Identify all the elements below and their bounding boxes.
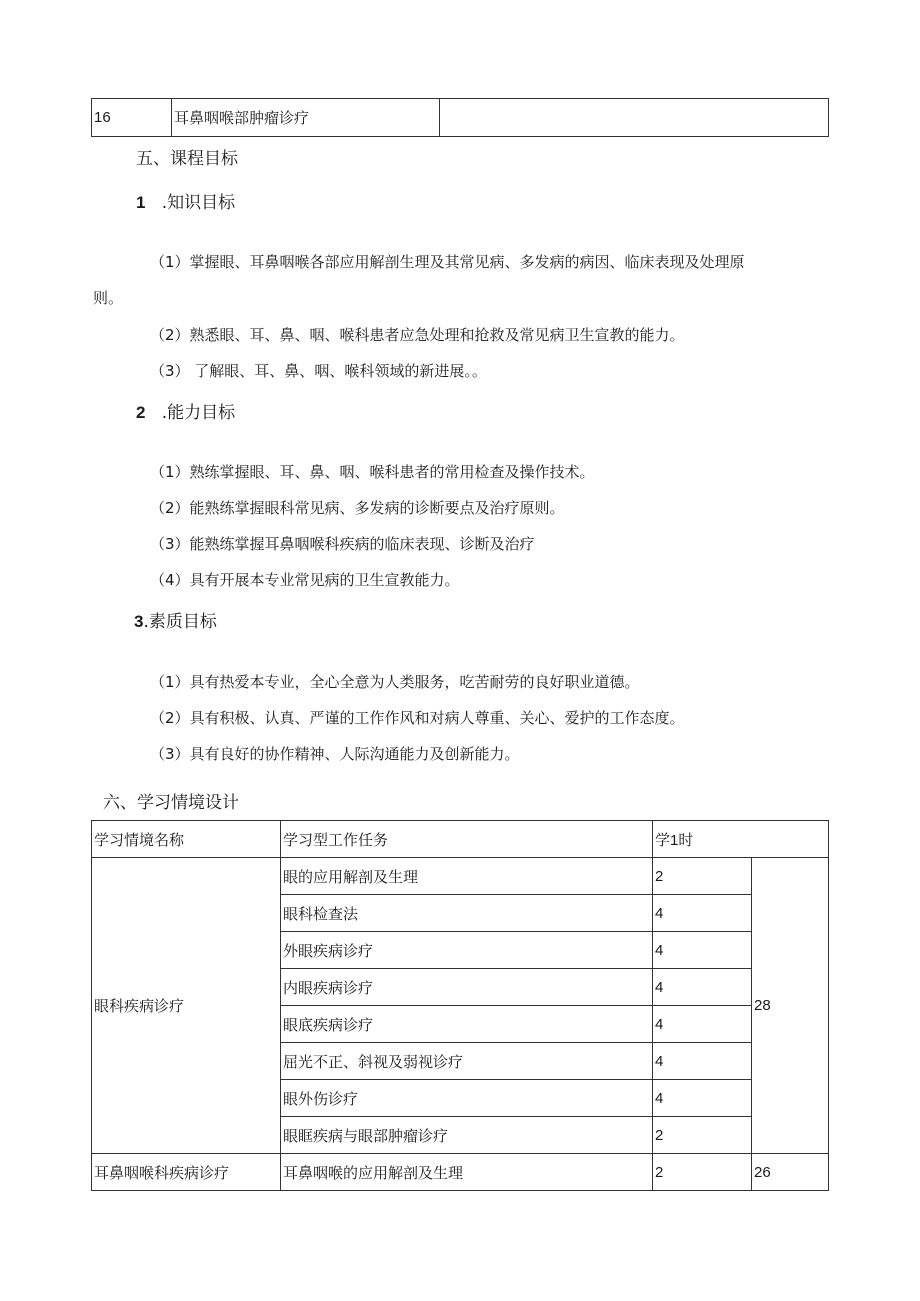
hours-cell: 2	[653, 1117, 752, 1154]
header-hours: 学1时	[653, 821, 829, 858]
subheading-number: 3	[134, 612, 144, 631]
total-hours-cell: 26	[752, 1154, 829, 1191]
knowledge-item: （3） 了解眼、耳、鼻、咽、喉科领域的新进展。。	[150, 362, 487, 380]
table-row	[92, 1154, 829, 1191]
subheading-ability	[136, 402, 235, 424]
task-cell: 耳鼻咽喉的应用解剖及生理	[281, 1154, 653, 1191]
hours-cell: 4	[653, 932, 752, 969]
task-cell: 眼底疾病诊疗	[281, 1006, 653, 1043]
ability-item: （2）能熟练掌握眼科常见病、多发病的诊断要点及治疗原则。	[150, 499, 565, 517]
quality-item: （1）具有热爱本专业，全心全意为人类服务，吃苦耐劳的良好职业道德。	[150, 673, 640, 691]
hours-cell: 4	[653, 895, 752, 932]
total-hours-cell: 28	[752, 858, 829, 1154]
hours-cell: 4	[653, 1043, 752, 1080]
header-task: 学习型工作任务	[281, 821, 653, 858]
scenario-name: 眼科疾病诊疗	[92, 858, 281, 1154]
task-cell: 外眼疾病诊疗	[281, 932, 653, 969]
hours-cell: 2	[653, 1154, 752, 1191]
ability-item: （4）具有开展本专业常见病的卫生宣教能力。	[150, 571, 460, 589]
task-cell: 内眼疾病诊疗	[281, 969, 653, 1006]
subheading-number: 1	[136, 193, 146, 212]
subheading-text: .能力目标	[161, 403, 236, 423]
task-cell: 眼的应用解剖及生理	[281, 858, 653, 895]
hours-cell: 4	[653, 969, 752, 1006]
hours-cell: 2	[653, 858, 752, 895]
task-cell: 屈光不正、斜视及弱视诊疗	[281, 1043, 653, 1080]
subheading-text: .素质目标	[143, 612, 217, 632]
row-extra	[440, 99, 829, 137]
hours-cell: 4	[653, 1006, 752, 1043]
subheading-quality	[134, 611, 217, 633]
subheading-knowledge	[136, 192, 235, 214]
table-row	[92, 858, 829, 895]
ability-item: （3）能熟练掌握耳鼻咽喉科疾病的临床表现、诊断及治疗	[150, 535, 535, 553]
top-table	[91, 98, 829, 137]
hours-cell: 4	[653, 1080, 752, 1117]
knowledge-item: （1）掌握眼、耳鼻咽喉各部应用解剖生理及其常见病、多发病的病因、临床表现及处理原	[150, 253, 745, 271]
header-scenario: 学习情境名称	[92, 821, 281, 858]
task-cell: 眼科检查法	[281, 895, 653, 932]
ability-item: （1）熟练掌握眼、耳、鼻、咽、喉科患者的常用检查及操作技术。	[150, 463, 595, 481]
subheading-text: .知识目标	[161, 193, 236, 213]
row-topic: 耳鼻咽喉部肿瘤诊疗	[172, 99, 440, 137]
row-number: 16	[92, 99, 172, 137]
subheading-number: 2	[136, 403, 146, 422]
table-header-row	[92, 821, 829, 858]
quality-item: （3）具有良好的协作精神、人际沟通能力及创新能力。	[150, 745, 520, 763]
section-title-scenarios: 六、学习情境设计	[103, 793, 239, 813]
quality-item: （2）具有积极、认真、严谨的工作作风和对病人尊重、关心、爱护的工作态度。	[150, 709, 685, 727]
task-cell: 眼外伤诊疗	[281, 1080, 653, 1117]
section-title-goals: 五、课程目标	[136, 149, 238, 169]
task-cell: 眼眶疾病与眼部肿瘤诊疗	[281, 1117, 653, 1154]
scenario-table	[91, 820, 829, 1191]
knowledge-item-continued: 则。	[93, 289, 124, 307]
knowledge-item: （2）熟悉眼、耳、鼻、咽、喉科患者应急处理和抢救及常见病卫生宣教的能力。	[150, 326, 685, 344]
scenario-name: 耳鼻咽喉科疾病诊疗	[92, 1154, 281, 1191]
